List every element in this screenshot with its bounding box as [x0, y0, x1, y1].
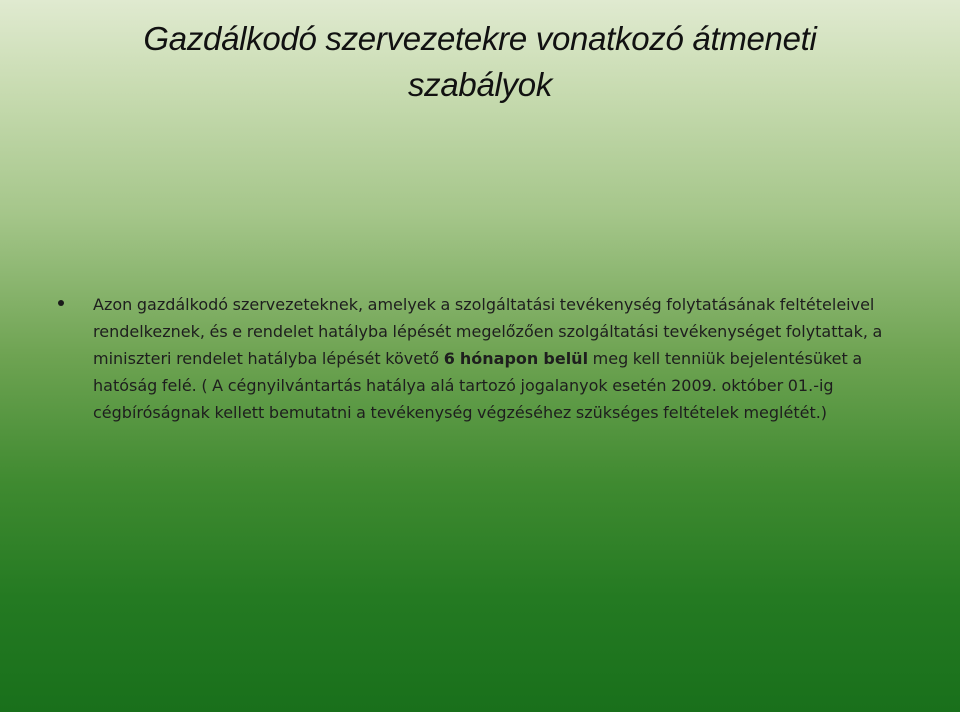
bullet-text-end: meg kell tenniük bejelentésüket a hatóság felé. ( A cégnyilvántartás hatálya alá tartozó jogalanyok esetén 2009. október 01.-ig cégbíróságnak kellett bemutatni a tevékenység végzéséhez szükséges feltételek meglétét.): [93, 349, 863, 422]
slide-content: [58, 291, 908, 426]
bullet-dot-icon: [58, 300, 64, 306]
bullet-text-start: Azon gazdálkodó szervezeteknek, amelyek a szolgáltatási tevékenység folytatásának feltételeivel rendelkeznek, és e rendelet hatályba lépését megelőzően szolgáltatási tevékenységet folytattak, a miniszteri rendelet hatályba lépését követő: [93, 295, 883, 368]
bullet-item: [58, 291, 908, 426]
bullet-text-emphasis: 6 hónapon belül: [443, 349, 589, 368]
slide-title: Gazdálkodó szervezetekre vonatkozó átmeneti szabályok: [143, 20, 817, 103]
bullet-text: [93, 291, 908, 426]
